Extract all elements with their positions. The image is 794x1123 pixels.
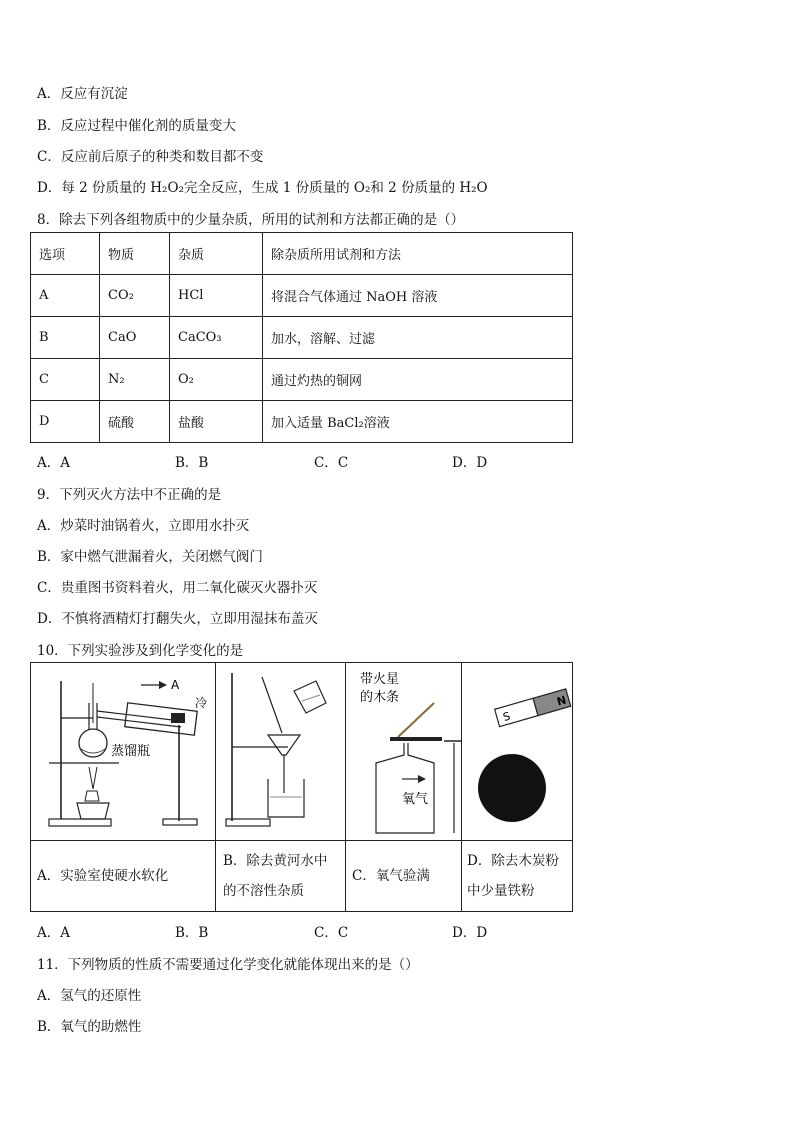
table-cell: D bbox=[31, 401, 100, 443]
table-cell: 加水，溶解、过滤 bbox=[263, 317, 573, 359]
q10-caption-b bbox=[223, 846, 327, 906]
table-cell: 通过灼热的铜网 bbox=[263, 359, 573, 401]
table-cell: N₂ bbox=[100, 359, 170, 401]
flask-label: 蒸馏瓶 bbox=[111, 744, 151, 759]
q9-option-d: D．不慎将酒精灯打翻失火，立即用湿抹布盖灭 bbox=[37, 611, 318, 627]
magnet-n-label: N bbox=[555, 693, 568, 709]
stick-label-line2: 的木条 bbox=[360, 690, 400, 705]
table-header: 除杂质所用试剂和方法 bbox=[263, 233, 573, 275]
table-cell: CO₂ bbox=[100, 275, 170, 317]
caption-line: A．实验室使硬水软化 bbox=[37, 868, 169, 884]
table-cell: HCl bbox=[170, 275, 263, 317]
stick-label-line1: 带火星 bbox=[360, 672, 400, 687]
table-header-row bbox=[31, 233, 573, 275]
oxygen-label: 氧气 bbox=[402, 792, 429, 807]
table-header: 选项 bbox=[31, 233, 100, 275]
q10-answer-a: A．A bbox=[37, 925, 70, 941]
q11-option-a: A．氢气的还原性 bbox=[37, 988, 142, 1004]
caption-line: C．氧气验满 bbox=[352, 868, 430, 884]
table-cell: B bbox=[31, 317, 100, 359]
table-cell: 将混合气体通过 NaOH 溶液 bbox=[263, 275, 573, 317]
q7-option-d: D．每 2 份质量的 H₂O₂完全反应，生成 1 份质量的 O₂和 2 份质量的 H₂O bbox=[37, 180, 488, 196]
q9-option-b: B．家中燃气泄漏着火，关闭燃气阀门 bbox=[37, 549, 263, 565]
q9-option-c: C．贵重图书资料着火，用二氧化碳灭火器扑灭 bbox=[37, 580, 318, 596]
q9-option-a: A．炒菜时油锅着火，立即用水扑灭 bbox=[37, 518, 250, 534]
caption-line: B．除去黄河水中 bbox=[223, 853, 328, 869]
table-row bbox=[31, 401, 573, 443]
magnet-s-label: S bbox=[501, 709, 512, 724]
q8-answer-d: D．D bbox=[452, 455, 488, 471]
table-header: 杂质 bbox=[170, 233, 263, 275]
q10-answer-b: B．B bbox=[175, 925, 209, 941]
table-cell: C bbox=[31, 359, 100, 401]
arrow-label: A bbox=[171, 678, 180, 692]
oxygen-test-illustration bbox=[346, 663, 461, 839]
divider bbox=[31, 840, 572, 841]
table-header: 物质 bbox=[100, 233, 170, 275]
cold-water-label: 冷 bbox=[195, 696, 208, 710]
table-cell: 加入适量 BaCl₂溶液 bbox=[263, 401, 573, 443]
q10-stem: 10．下列实验涉及到化学变化的是 bbox=[37, 643, 244, 659]
q7-option-c: C．反应前后原子的种类和数目都不变 bbox=[37, 149, 264, 165]
table-row bbox=[31, 359, 573, 401]
q8-answer-a: A．A bbox=[37, 455, 70, 471]
caption-line: 的不溶性杂质 bbox=[223, 883, 304, 899]
q10-figure-table bbox=[30, 662, 573, 912]
table-cell: A bbox=[31, 275, 100, 317]
q8-stem: 8．除去下列各组物质中的少量杂质，所用的试剂和方法都正确的是（） bbox=[37, 212, 465, 228]
q7-option-a: A．反应有沉淀 bbox=[37, 86, 128, 102]
magnet-charcoal-illustration bbox=[462, 663, 573, 839]
q7-option-b: B．反应过程中催化剂的质量变大 bbox=[37, 118, 236, 134]
q11-stem: 11．下列物质的性质不需要通过化学变化就能体现出来的是（） bbox=[37, 957, 419, 973]
table-cell: CaO bbox=[100, 317, 170, 359]
q10-answer-d: D．D bbox=[452, 925, 488, 941]
table-cell: 硫酸 bbox=[100, 401, 170, 443]
q8-table bbox=[30, 232, 573, 443]
table-cell: CaCO₃ bbox=[170, 317, 263, 359]
q9-stem: 9．下列灭火方法中不正确的是 bbox=[37, 487, 222, 503]
q10-caption-d bbox=[467, 846, 559, 906]
q10-caption-a bbox=[37, 861, 168, 891]
caption-line: D．除去木炭粉 bbox=[467, 853, 559, 869]
caption-line: 中少量铁粉 bbox=[467, 883, 535, 899]
q11-option-b: B．氧气的助燃性 bbox=[37, 1019, 142, 1035]
table-row bbox=[31, 275, 573, 317]
filtration-apparatus-illustration bbox=[216, 663, 345, 839]
table-row bbox=[31, 317, 573, 359]
table-cell: 盐酸 bbox=[170, 401, 263, 443]
table-cell: O₂ bbox=[170, 359, 263, 401]
q10-caption-c bbox=[352, 861, 430, 891]
q8-answer-c: C．C bbox=[314, 455, 349, 471]
q8-answer-b: B．B bbox=[175, 455, 209, 471]
q10-answer-c: C．C bbox=[314, 925, 349, 941]
distillation-apparatus-illustration bbox=[31, 663, 215, 839]
